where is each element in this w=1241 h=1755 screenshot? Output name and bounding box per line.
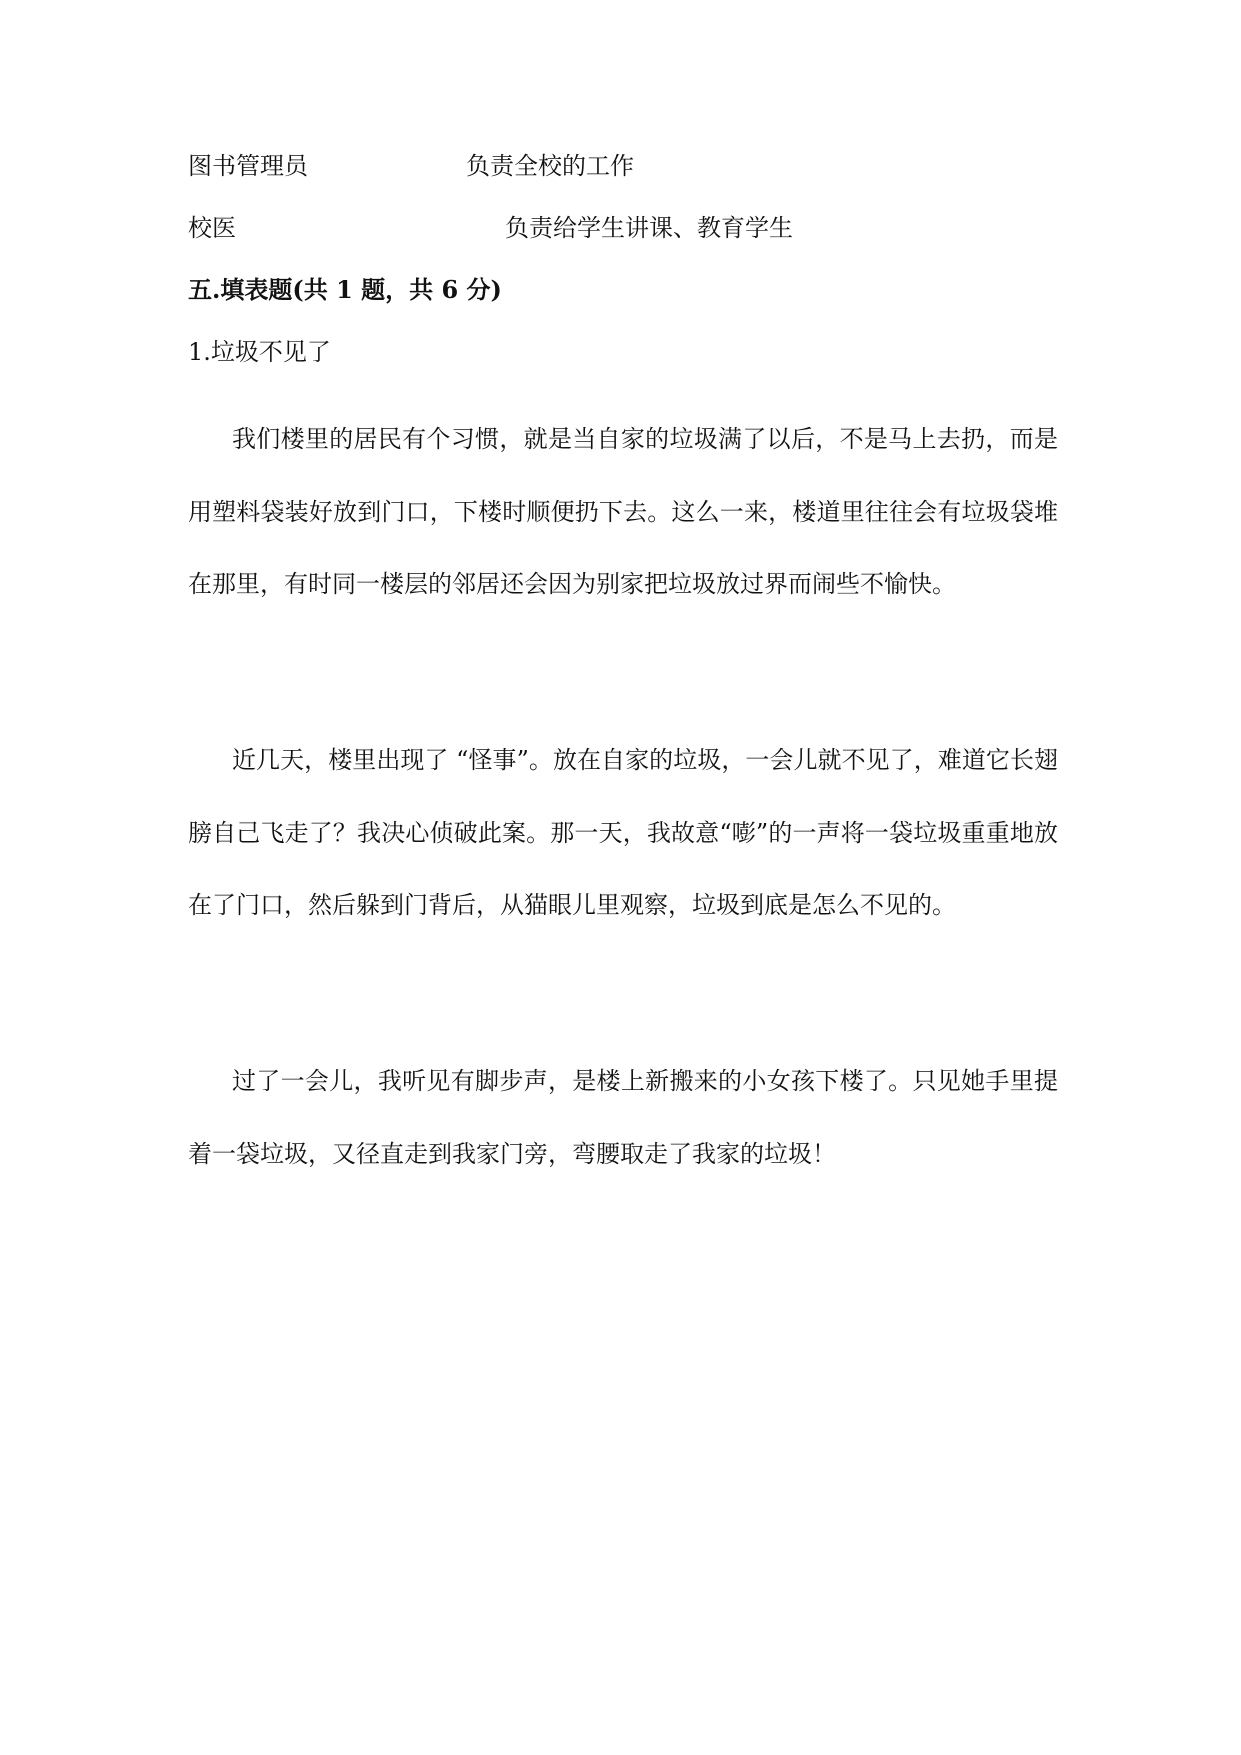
paragraph-1: 我们楼里的居民有个习惯，就是当自家的垃圾满了以后，不是马上去扔，而是用塑料袋装好放到门口，下楼时顺便扔下去。这么一来，楼道里往往会有垃圾袋堆在那里，有时同一楼层的邻居还会因为别家把垃圾放过界而闹些不愉快。 bbox=[188, 425, 1058, 598]
matching-right-2: 负责给学生讲课、教育学生 bbox=[505, 214, 793, 242]
section-heading: 五.填表题(共 1 题，共 6 分) bbox=[188, 275, 502, 304]
paragraph-2: 近几天，楼里出现了 “怪事”。放在自家的垃圾，一会儿就不见了，难道它长翅膀自己飞走了？我决心侦破此案。那一天，我故意“嘭”的一声将一袋垃圾重重地放在了门口，然后躲到门背后，从猫眼儿里观察，垃圾到底是怎么不见的。 bbox=[188, 746, 1058, 919]
matching-right-1: 负责全校的工作 bbox=[466, 152, 634, 180]
question-title: 1.垃圾不见了 bbox=[188, 338, 331, 366]
matching-left-2: 校医 bbox=[188, 214, 236, 242]
matching-left-1: 图书管理员 bbox=[188, 152, 308, 180]
paragraph-3: 过了一会儿，我听见有脚步声，是楼上新搬来的小女孩下楼了。只见她手里提着一袋垃圾，又径直走到我家门旁，弯腰取走了我家的垃圾！ bbox=[188, 1067, 1058, 1168]
